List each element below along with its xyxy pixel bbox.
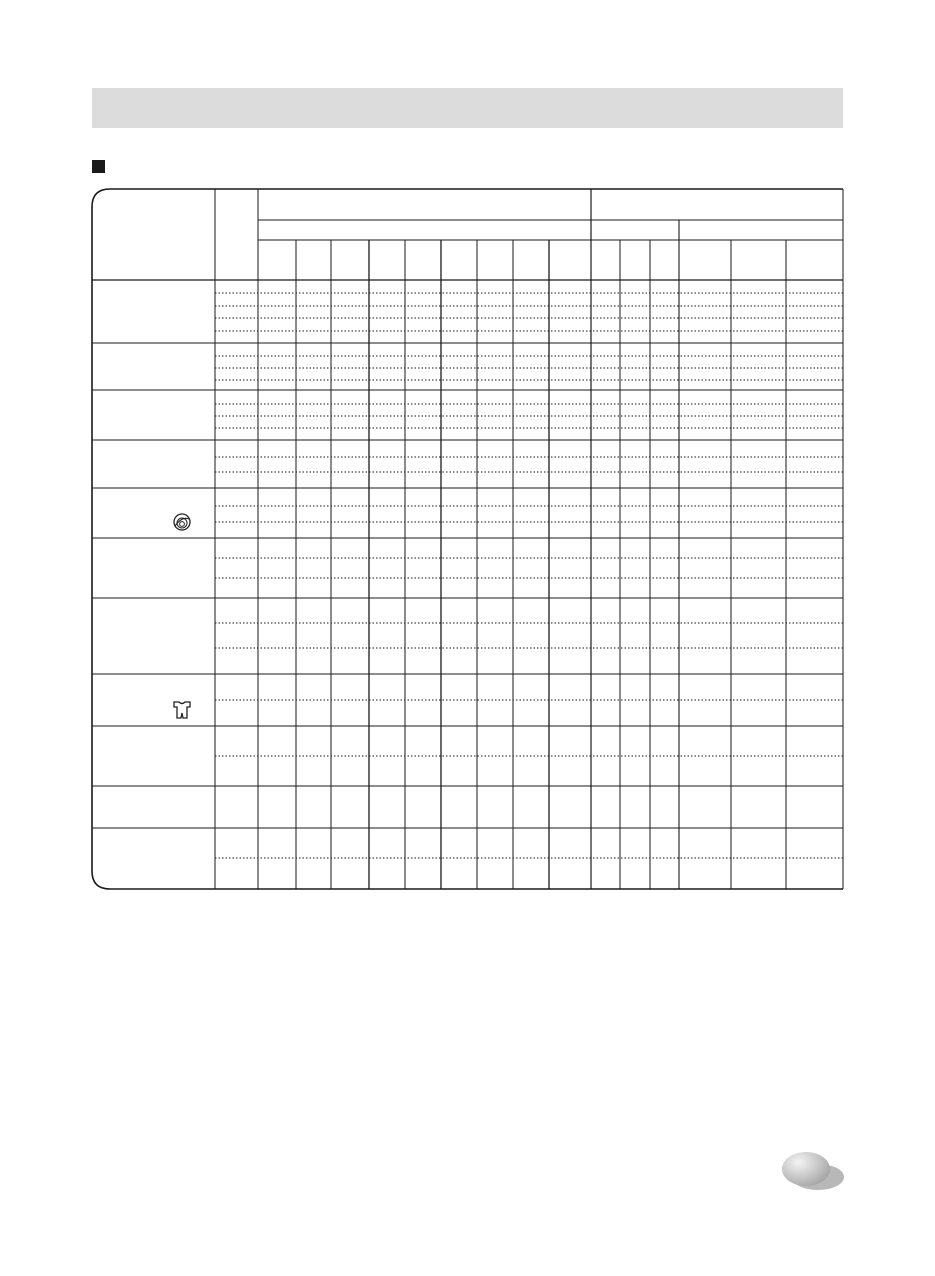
baby-clothes-icon bbox=[174, 702, 190, 718]
table-outline bbox=[92, 189, 843, 889]
page-badge bbox=[782, 1152, 830, 1186]
table-column-lines bbox=[215, 189, 786, 889]
table-row-lines bbox=[92, 220, 843, 858]
wool-ball-icon bbox=[174, 514, 190, 530]
